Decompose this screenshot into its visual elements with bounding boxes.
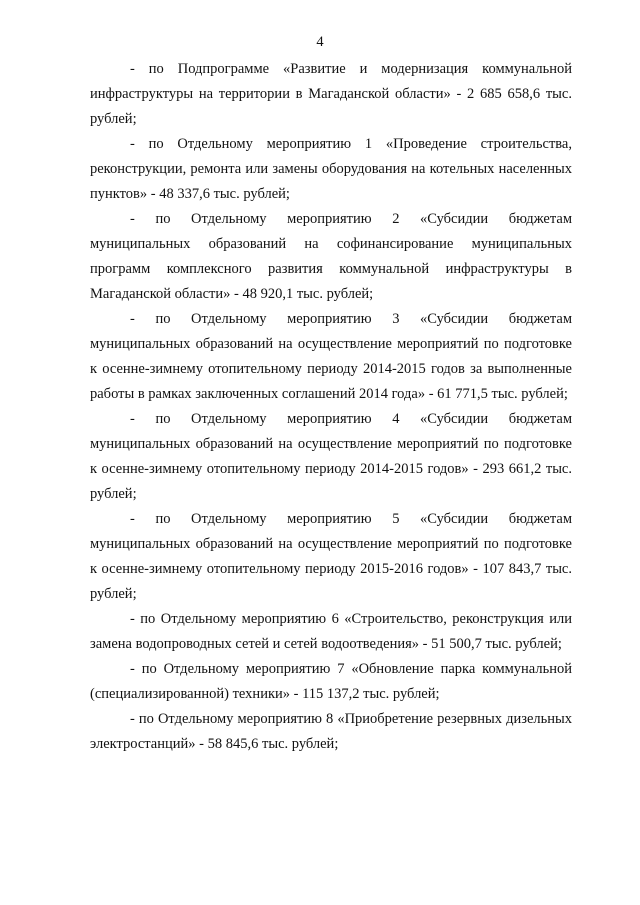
- page-number: 4: [316, 34, 324, 50]
- paragraph-measure-4: - по Отдельному мероприятию 4 «Субсидии бюджетам муниципальных образований на осуществление мероприятий по подготовке к осенне-зимнему отопительному периоду 2014-2015 годов» - 293 661,2 тыс. рублей;: [90, 411, 572, 502]
- paragraph-measure-2: - по Отдельному мероприятию 2 «Субсидии бюджетам муниципальных образований на софинансирование муниципальных программ комплексного развития коммунальной инфраструктуры в Магаданской области» - 48 920,1 тыс. рублей;: [90, 211, 572, 302]
- paragraph-measure-1: - по Отдельному мероприятию 1 «Проведение строительства, реконструкции, ремонта или замены оборудования на котельных населенных пунктов» - 48 337,6 тыс. рублей;: [90, 136, 572, 202]
- document-body: [90, 57, 572, 757]
- paragraph-measure-3: - по Отдельному мероприятию 3 «Субсидии бюджетам муниципальных образований на осуществление мероприятий по подготовке к осенне-зимнему отопительному периоду 2014-2015 годов за выполненные работы в рамках заключенных соглашений 2014 года» - 61 771,5 тыс. рублей;: [90, 311, 572, 402]
- paragraph-measure-8: - по Отдельному мероприятию 8 «Приобретение резервных дизельных электростанций» - 58 845,6 тыс. рублей;: [90, 711, 572, 752]
- paragraph-measure-6: - по Отдельному мероприятию 6 «Строительство, реконструкция или замена водопроводных сетей и сетей водоотведения» - 51 500,7 тыс. рублей;: [90, 611, 572, 652]
- paragraph-measure-5: - по Отдельному мероприятию 5 «Субсидии бюджетам муниципальных образований на осуществление мероприятий по подготовке к осенне-зимнему отопительному периоду 2015-2016 годов» - 107 843,7 тыс. рублей;: [90, 511, 572, 602]
- paragraph-subprogram: - по Подпрограмме «Развитие и модернизация коммунальной инфраструктуры на территории в Магаданской области» - 2 685 658,6 тыс. рублей;: [90, 61, 572, 127]
- paragraph-measure-7: - по Отдельному мероприятию 7 «Обновление парка коммунальной (специализированной) техники» - 115 137,2 тыс. рублей;: [90, 661, 572, 702]
